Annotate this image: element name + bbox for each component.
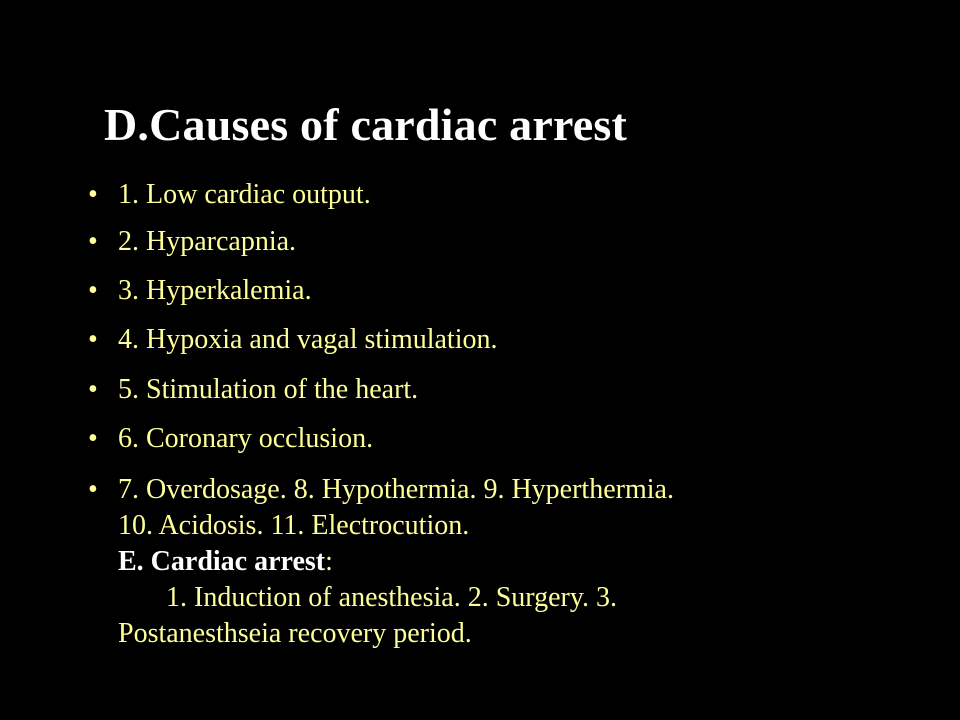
list-item-text: 4. Hypoxia and vagal stimulation. [118, 324, 498, 355]
list-item-text [118, 472, 908, 652]
list-item-multiline [88, 472, 908, 652]
subheading-colon: : [325, 546, 333, 577]
list-item-text: 5. Stimulation of the heart. [118, 374, 419, 405]
bullet-dot: • [88, 324, 98, 355]
bullet-dot: • [88, 226, 98, 257]
item-line: 1. Induction of anesthesia. 2. Surgery. 3. [166, 582, 618, 613]
bullet-dot: • [88, 474, 98, 505]
subheading-line [118, 544, 908, 580]
item-line: 7. Overdosage. 8. Hypothermia. 9. Hyperthermia. [118, 474, 674, 505]
subheading: E. Cardiac arrest [118, 546, 326, 577]
list-item [88, 273, 908, 309]
item-line: 10. Acidosis. 11. Electrocution. [118, 510, 470, 541]
bullet-dot: • [88, 275, 98, 306]
list-item [88, 421, 908, 457]
bullet-dot: • [88, 374, 98, 405]
list-item-text: 2. Hyparcapnia. [118, 226, 297, 257]
bullet-dot: • [88, 179, 98, 210]
list-item [88, 177, 908, 213]
list-item [88, 224, 908, 260]
list-item-text: 6. Coronary occlusion. [118, 423, 374, 454]
list-item-text: 1. Low cardiac output. [118, 179, 371, 210]
list-item [88, 322, 908, 358]
slide-title: D.Causes of cardiac arrest [104, 99, 628, 150]
item-line: Postanesthseia recovery period. [118, 618, 472, 649]
list-item-text: 3. Hyperkalemia. [118, 275, 312, 306]
list-item [88, 372, 908, 408]
bullet-dot: • [88, 423, 98, 454]
